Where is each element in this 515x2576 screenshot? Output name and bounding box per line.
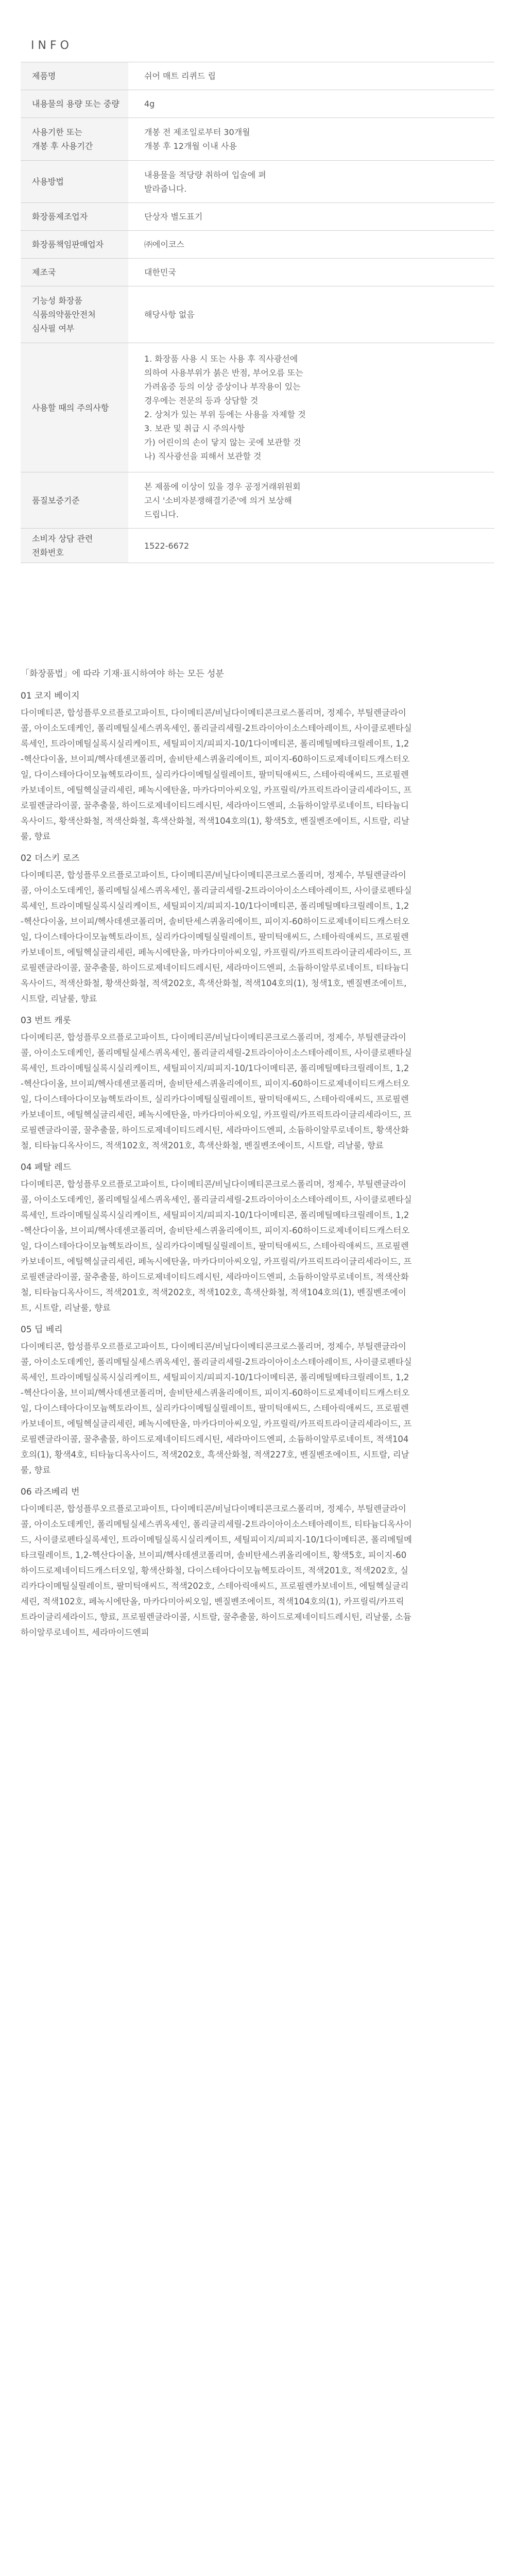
info-title: INFO — [31, 39, 73, 52]
info-value: 1522-6672 — [128, 529, 494, 563]
info-label: 내용물의 용량 또는 중량 — [21, 90, 128, 118]
product-shade-block — [21, 1161, 484, 1316]
info-row-expiry — [21, 118, 494, 161]
info-label: 사용기한 또는 개봉 후 사용기간 — [21, 118, 128, 161]
info-label: 제조국 — [21, 259, 128, 286]
ingredients-heading: 「화장품법」에 따라 기재·표시하여야 하는 모든 성분 — [21, 669, 224, 679]
shade-ingredients: 다이메티콘, 합성플루오르플로고파이트, 다이메티콘/비닐다이메티콘크로스폴리머, 정제수, 부틸렌글라이콜, 아이소도데케인, 폴리메틸실세스퀴옥세인, 폴리글리세릴-2트라이아이소스테아레이트, 사이클로펜타실록세인, 트라이메틸실록시실리케이트, 세틸피이지/피피지-10/1다이메티콘, 폴리메틸메타크릴레이트, 1,2-헥산다이올, 브이피/헥사데센코폴리머, 솔비탄세스퀴올리에이트, 피이지-60하이드로제네이티드캐스터오일, 다이스테아다이모늄헥토라이트, 실리카다이메틸실릴레이트, 팔미틱애씨드, 스테아릭애씨드, 프로필렌카보네이트, 에틸헥실글리세린, 페녹시에탄올, 마카다미아씨오일, 카프릴릭/카프릭트라이글리세라이드, 프로필렌글라이콜, 꿀추출물, 하이드로제네이티드레시틴, 세라마이드엔피, 소듐하이알루로네이트, 티타늄디옥사이드, 적색산화철, 황색산화철, 적색202호, 흑색산화철, 적색104호의(1), 청색1호, 벤질벤조에이트, 시트랄, 리날룰, 향료 — [21, 870, 412, 1004]
info-row-functional-review — [21, 286, 494, 343]
info-row-product-name — [21, 62, 494, 90]
shade-ingredients: 다이메티콘, 합성플루오르플로고파이트, 다이메티콘/비닐다이메티콘크로스폴리머, 정제수, 부틸렌글라이콜, 아이소도데케인, 폴리메틸실세스퀴옥세인, 폴리글리세릴-2트라이아이소스테아레이트, 사이클로펜타실록세인, 트라이메틸실록시실리케이트, 세틸피이지/피피지-10/1다이메티콘, 폴리메틸메타크릴레이트, 1,2-헥산다이올, 브이피/헥사데센코폴리머, 솔비탄세스퀴올리에이트, 피이지-60하이드로제네이티드캐스터오일, 다이스테아다이모늄헥토라이트, 실리카다이메틸실릴레이트, 팔미틱애씨드, 스테아릭애씨드, 프로필렌카보네이트, 에틸헥실글리세린, 페녹시에탄올, 마카다미아씨오일, 카프릴릭/카프릭트라이글리세라이드, 프로필렌글라이콜, 꿀추출물, 하이드로제네이티드레시틴, 세라마이드엔피, 소듐하이알루로네이트, 적색산화철, 티타늄디옥사이드, 적색201호, 적색202호, 적색102호, 흑색산화철, 적색104호의(1), 벤질벤조에이트, 시트랄, 리날룰, 향료 — [21, 1179, 412, 1313]
info-value: 대한민국 — [128, 259, 494, 286]
info-row-distributor — [21, 231, 494, 259]
shade-ingredients: 다이메티콘, 합성플루오르플로고파이트, 다이메티콘/비닐다이메티콘크로스폴리머, 정제수, 부틸렌글라이콜, 아이소도데케인, 폴리메틸실세스퀴옥세인, 폴리글리세릴-2트라이아이소스테아레이트, 사이클로펜타실록세인, 트라이메틸실록시실리케이트, 세틸피이지/피피지-10/1다이메티콘, 폴리메틸메타크릴레이트, 1,2-헥산다이올, 브이피/헥사데센코폴리머, 솔비탄세스퀴올리에이트, 피이지-60하이드로제네이티드캐스터오일, 다이스테아다이모늄헥토라이트, 실리카다이메틸실릴레이트, 팔미틱애씨드, 스테아릭애씨드, 프로필렌카보네이트, 에틸헥실글리세린, 페녹시에탄올, 마카다미아씨오일, 카프릴릭/카프릭트라이글리세라이드, 프로필렌글라이콜, 꿀추출물, 하이드로제네이티드레시틴, 세라마이드엔피, 소듐하이알루로네이트, 티타늄디옥사이드, 황색산화철, 적색산화철, 흑색산화철, 적색104호의(1), 황색5호, 벤질벤조에이트, 시트랄, 리날룰, 향료 — [21, 708, 412, 841]
info-value: 내용물을 적당량 취하여 입술에 펴 발라줍니다. — [128, 161, 494, 203]
shade-name: 03 번트 캐롯 — [21, 1015, 72, 1026]
shade-name: 05 딥 베리 — [21, 1325, 63, 1335]
info-label: 사용방법 — [21, 161, 128, 203]
info-row-phone — [21, 529, 494, 563]
info-label: 기능성 화장품 식품의약품안전처 심사필 여부 — [21, 286, 128, 343]
shade-ingredients: 다이메티콘, 합성플루오르플로고파이트, 다이메티콘/비닐다이메티콘크로스폴리머, 정제수, 부틸렌글라이콜, 아이소도데케인, 폴리메틸실세스퀴옥세인, 폴리글리세릴-2트라이아이소스테아레이트, 사이클로펜타실록세인, 트라이메틸실록시실리케이트, 세틸피이지/피피지-10/1다이메티콘, 폴리메틸메타크릴레이트, 1,2-헥산다이올, 브이피/헥사데센코폴리머, 솔비탄세스퀴올리에이트, 피이지-60하이드로제네이티드캐스터오일, 다이스테아다이모늄헥토라이트, 실리카다이메틸실릴레이트, 팔미틱애씨드, 스테아릭애씨드, 프로필렌카보네이트, 에틸헥실글리세린, 페녹시에탄올, 마카다미아씨오일, 카프릴릭/카프릭트라이글리세라이드, 프로필렌글라이콜, 꿀추출물, 하이드로제네이티드레시틴, 세라마이드엔피, 소듐하이알루로네이트, 황색산화철, 티타늄디옥사이드, 적색102호, 적색201호, 흑색산화철, 벤질벤조에이트, 시트랄, 리날룰, 향료 — [21, 1032, 412, 1150]
info-value: 1. 화장품 사용 시 또는 사용 후 직사광선에 의하여 사용부위가 붉은 반점, 부어오름 또는 가려움증 등의 이상 증상이나 부작용이 있는 경우에는 전문의 등과 상담할 것 2. 상처가 있는 부위 등에는 사용을 자제할 것 3. 보관 및 취급 시 주의사항 가) 어린이의 손이 닿지 않는 곳에 보관할 것 나) 직사광선을 피해서 보관할 것 — [128, 343, 494, 472]
info-row-country — [21, 259, 494, 286]
shade-name: 06 라즈베리 번 — [21, 1487, 80, 1497]
product-shade-block — [21, 1485, 484, 1640]
info-label: 소비자 상담 관련 전화번호 — [21, 529, 128, 563]
shade-name: 02 더스키 로즈 — [21, 853, 80, 863]
info-label: 제품명 — [21, 62, 128, 90]
product-shade-block — [21, 689, 484, 844]
ingredients-section — [21, 667, 484, 1648]
info-label: 화장품제조업자 — [21, 203, 128, 231]
info-value: 개봉 전 제조일로부터 30개월 개봉 후 12개월 이내 사용 — [128, 118, 494, 161]
product-shade-block — [21, 1323, 484, 1478]
shade-name: 01 코지 베이지 — [21, 691, 80, 701]
product-shade-block — [21, 852, 484, 1007]
info-value: 단상자 별도표기 — [128, 203, 494, 231]
shade-ingredients: 다이메티콘, 합성플루오르플로고파이트, 다이메티콘/비닐다이메티콘크로스폴리머, 정제수, 부틸렌글라이콜, 아이소도데케인, 폴리메틸실세스퀴옥세인, 폴리글리세릴-2트라이아이소스테아레이트, 사이클로펜타실록세인, 트라이메틸실록시실리케이트, 세틸피이지/피피지-10/1다이메티콘, 폴리메틸메타크릴레이트, 1,2-헥산다이올, 브이피/헥사데센코폴리머, 솔비탄세스퀴올리에이트, 피이지-60하이드로제네이티드캐스터오일, 다이스테아다이모늄헥토라이트, 실리카다이메틸실릴레이트, 팔미틱애씨드, 스테아릭애씨드, 프로필렌카보네이트, 에틸헥실글리세린, 페녹시에탄올, 마카다미아씨오일, 카프릴릭/카프릭트라이글리세라이드, 프로필렌글라이콜, 꿀추출물, 하이드로제네이티드레시틴, 세라마이드엔피, 소듐하이알루로네이트, 적색104호의(1), 황색4호, 티타늄디옥사이드, 적색202호, 흑색산화철, 적색227호, 벤질벤조에이트, 시트랄, 리날룰, 향료 — [21, 1342, 412, 1475]
info-value: 쉬어 매트 리퀴드 립 — [128, 62, 494, 90]
shade-name: 04 페탈 레드 — [21, 1162, 72, 1173]
info-row-quality-standard — [21, 472, 494, 529]
info-value: 본 제품에 이상이 있을 경우 공정거래위원회 고시 '소비자분쟁해결기준'에 의거 보상해 드립니다. — [128, 472, 494, 529]
info-label: 사용할 때의 주의사항 — [21, 343, 128, 472]
info-row-precautions — [21, 343, 494, 472]
info-label: 화장품책임판매업자 — [21, 231, 128, 259]
info-table — [21, 62, 494, 563]
info-value: ㈜에이코스 — [128, 231, 494, 259]
info-value: 해당사항 없음 — [128, 286, 494, 343]
info-value: 4g — [128, 90, 494, 118]
info-row-usage — [21, 161, 494, 203]
shade-ingredients: 다이메티콘, 합성플루오르플로고파이트, 다이메티콘/비닐다이메티콘크로스폴리머, 정제수, 부틸렌글라이콜, 아이소도데케인, 폴리메틸실세스퀴옥세인, 폴리글리세릴-2트라이아이소스테아레이트, 티타늄디옥사이드, 사이클로펜타실록세인, 트라이메틸실록시실리케이트, 세틸피이지/피피지-10/1다이메티콘, 폴리메틸메타크릴레이트, 1,2-헥산다이올, 브이피/헥사데센코폴리머, 솔비탄세스퀴올리에이트, 황색5호, 피이지-60하이드로제네이티드캐스터오일, 황색산화철, 다이스테아다이모늄헥토라이트, 적색201호, 적색202호, 실리카다이메틸실릴레이트, 팔미틱애씨드, 적색202호, 스테아릭애씨드, 프로필렌카보네이트, 에틸헥실글리세린, 적색102호, 페녹시에탄올, 마카다미아씨오일, 벤질벤조에이트, 적색104호의(1), 카프릴릭/카프릭트라이글리세라이드, 향료, 프로필렌글라이콜, 시트랄, 꿀추출물, 하이드로제네이티드레시틴, 리날룰, 소듐하이알루로네이트, 세라마이드엔피 — [21, 1504, 412, 1637]
info-row-manufacturer — [21, 203, 494, 231]
info-row-volume — [21, 90, 494, 118]
product-shade-block — [21, 1014, 484, 1154]
info-label: 품질보증기준 — [21, 472, 128, 529]
